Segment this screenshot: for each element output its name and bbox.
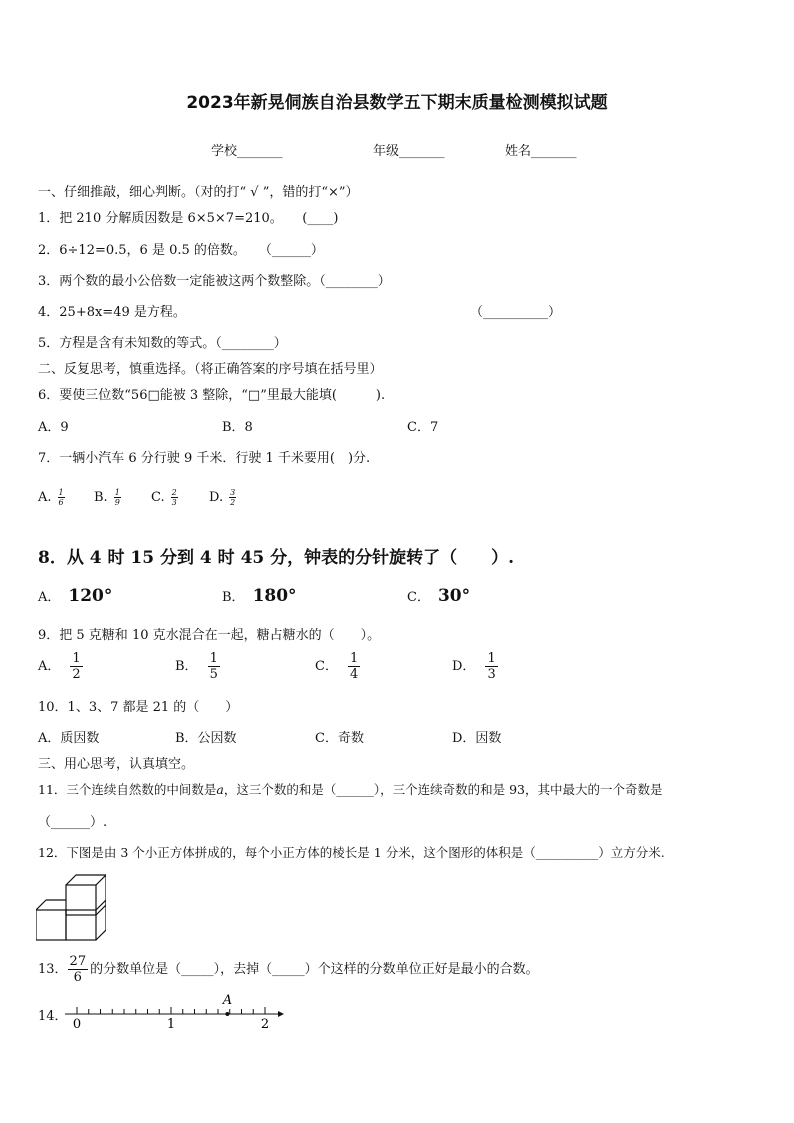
section-1-heading: 一、仔细推敲，细心判断。（对的打“ √ ”，错的打“×”） — [38, 185, 359, 200]
q11-variable: a — [216, 782, 224, 797]
number-line — [60, 990, 290, 1036]
question-10: 10．1、3、7 都是 21 的（ ） — [38, 700, 239, 715]
q7-option-a-label: A. — [38, 490, 52, 505]
tick-label-2: 2 — [260, 1017, 270, 1032]
q10-option-c: C．奇数 — [315, 731, 364, 746]
q7-option-c-label: C. — [151, 490, 165, 505]
question-13 — [38, 954, 539, 985]
q8-c-label: C． — [407, 590, 430, 605]
q7-a-num: 1 — [58, 488, 64, 497]
question-6: 6．要使三位数“56□能被 3 整除，“□”里最大能填( ). — [38, 388, 386, 403]
question-7: 7．一辆小汽车 6 分行驶 9 千米．行驶 1 千米要用( )分. — [38, 451, 371, 466]
q7-c-num: 2 — [171, 488, 177, 497]
q8-option-c — [407, 586, 470, 606]
question-11 — [38, 780, 663, 798]
q7-option-b — [94, 488, 121, 507]
question-12: 12．下图是由 3 个小正方体拼成的，每个小正方体的棱长是 1 分米，这个图形的体积是（__________）立方分米. — [38, 845, 665, 860]
q9-b-label: B． — [175, 659, 198, 674]
q8-a-value: 120° — [68, 586, 113, 606]
q9-a-fraction — [70, 651, 82, 682]
q8-a-label: A． — [38, 590, 61, 605]
q9-d-label: D． — [452, 659, 476, 674]
q8-option-b — [222, 586, 297, 606]
q11-part-b: ，这三个数的和是（______），三个连续奇数的和是 93，其中最大的一个奇数是 — [223, 782, 663, 797]
section-3-heading: 三、用心思考，认真填空。 — [38, 757, 195, 772]
q9-d-fraction — [485, 651, 497, 682]
q6-option-c: C．7 — [407, 420, 439, 435]
q9-b-num: 1 — [209, 651, 218, 666]
q13-num: 27 — [69, 954, 87, 969]
top-cube-edge — [96, 875, 106, 885]
q7-d-den: 2 — [230, 498, 236, 507]
q13-text: 的分数单位是（_____），去掉（_____）个这样的分数单位正好是最小的合数。 — [90, 962, 539, 977]
q8-c-value: 30° — [437, 586, 471, 606]
q7-option-b-label: B. — [94, 490, 108, 505]
q11-part-a: 11．三个连续自然数的中间数是 — [38, 782, 217, 797]
tick-label-0: 0 — [72, 1017, 82, 1032]
q6-option-b: B．8 — [222, 420, 253, 435]
page-title: 2023年新晃侗族自治县数学五下期末质量检测模拟试题 — [186, 93, 608, 113]
q9-c-num: 1 — [349, 651, 359, 666]
q9-c-label: C． — [315, 659, 338, 674]
bottom-left-cube — [36, 910, 66, 940]
question-11-continued: （______）. — [38, 815, 108, 830]
point-a-label: A — [222, 993, 233, 1008]
q10-option-a: A．质因数 — [38, 731, 100, 746]
q9-b-fraction — [208, 651, 220, 682]
question-4: 4．25+8x=49 是方程。 — [38, 305, 186, 320]
q10-option-b: B．公因数 — [175, 731, 237, 746]
point-a-dot — [225, 1012, 229, 1016]
school-field: 学校_______ — [211, 144, 283, 159]
q7-option-b-fraction — [114, 488, 121, 507]
q9-a-den: 2 — [72, 667, 81, 682]
q9-option-b — [175, 651, 220, 682]
q7-c-den: 3 — [171, 498, 177, 507]
bottom-right-edge — [96, 900, 106, 910]
q7-option-d — [209, 488, 236, 507]
q10-option-d: D．因数 — [452, 731, 502, 746]
q9-c-fraction — [348, 651, 360, 682]
question-2: 2．6÷12=0.5，6 是 0.5 的倍数。 （______） — [38, 243, 324, 258]
q9-b-den: 5 — [209, 667, 218, 682]
name-field: 姓名_______ — [505, 144, 577, 159]
grade-field: 年级_______ — [373, 144, 445, 159]
q9-option-d — [452, 651, 498, 682]
q9-d-den: 3 — [487, 667, 496, 682]
q7-a-den: 6 — [58, 498, 64, 507]
question-14-label: 14． — [38, 1009, 68, 1024]
question-5: 5．方程是含有未知数的等式。（________） — [38, 336, 287, 351]
question-1: 1．把 210 分解质因数是 6×5×7=210。 (____) — [38, 211, 339, 226]
q9-a-num: 1 — [72, 651, 81, 666]
cubes-figure — [36, 872, 106, 944]
q9-a-label: A． — [38, 659, 61, 674]
q7-option-a — [38, 488, 65, 507]
q8-b-value: 180° — [252, 586, 297, 606]
question-3: 3．两个数的最小公倍数一定能被这两个数整除。（________） — [38, 274, 391, 289]
number-line-ticks — [77, 1007, 265, 1014]
q7-d-num: 3 — [230, 488, 236, 497]
q8-option-a — [38, 586, 112, 606]
q9-d-num: 1 — [487, 651, 496, 666]
question-4-blank: （__________） — [470, 305, 562, 320]
q7-b-num: 1 — [114, 488, 120, 497]
section-2-heading: 二、反复思考，慎重选择。（将正确答案的序号填在括号里） — [38, 362, 383, 377]
q7-option-d-label: D. — [209, 490, 224, 505]
q13-den: 6 — [73, 970, 82, 985]
q7-option-c-fraction — [171, 488, 178, 507]
bottom-left-edge — [36, 900, 46, 910]
q7-b-den: 9 — [114, 498, 120, 507]
tick-label-1: 1 — [166, 1017, 176, 1032]
q9-option-c — [315, 651, 360, 682]
number-line-arrow — [278, 1011, 284, 1017]
q6-option-a: A．9 — [38, 420, 69, 435]
q8-b-label: B． — [222, 590, 245, 605]
question-9: 9．把 5 克糖和 10 克水混合在一起，糖占糖水的（ ）。 — [38, 628, 381, 643]
q13-fraction — [68, 954, 89, 985]
q7-option-d-fraction — [229, 488, 236, 507]
q13-number: 13． — [38, 962, 68, 977]
q9-c-den: 4 — [349, 667, 359, 682]
q7-option-c — [151, 488, 178, 507]
question-8: 8．从 4 时 15 分到 4 时 45 分，钟表的分针旋转了（ ）. — [38, 548, 515, 568]
q7-option-a-fraction — [58, 488, 65, 507]
q9-option-a — [38, 651, 83, 682]
